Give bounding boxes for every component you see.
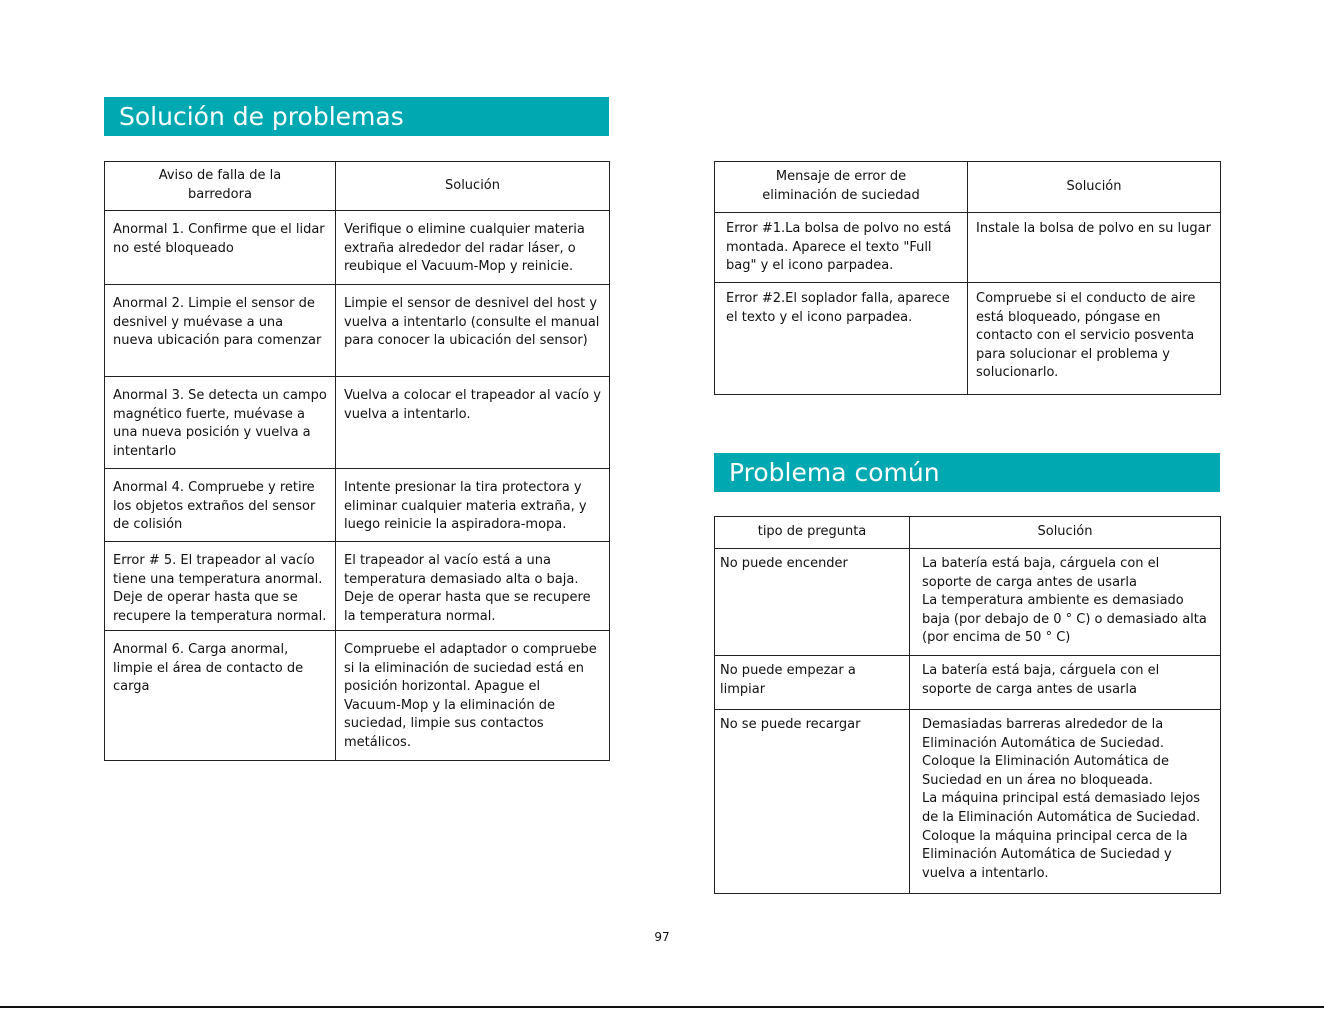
page-number: 97 xyxy=(654,930,670,944)
table-header-row xyxy=(715,162,1221,213)
problem-text: Anormal 1. Confirme que el lidar no esté bloqueado xyxy=(113,222,325,256)
problem-cell xyxy=(105,542,336,631)
table-header-row xyxy=(715,517,1221,549)
section-title-text: Problema común xyxy=(729,458,940,487)
section-title-text: Solución de problemas xyxy=(119,102,404,131)
solution-text: La batería está baja, cárguela con el soporte de carga antes de usarla La temperatura ambiente es demasiado baja (por debajo de 0 ° C) o demasiado alta (por encima de 50 ° C) xyxy=(922,556,1207,646)
table-row xyxy=(105,211,610,285)
table-row xyxy=(715,656,1221,710)
question-text: No se puede recargar xyxy=(720,717,861,732)
solution-cell xyxy=(336,631,610,761)
question-cell xyxy=(715,656,910,710)
header-text: Solución xyxy=(1037,524,1093,540)
solution-text: Compruebe el adaptador o compruebe si la eliminación de suciedad está en posición horizontal. Apague el Vacuum-Mop y la eliminación de suciedad, limpie sus contactos metálicos. xyxy=(344,642,597,750)
question-text: No puede empezar a limpiar xyxy=(720,663,856,697)
table-row xyxy=(105,285,610,377)
table-row xyxy=(715,549,1221,656)
problem-text: Anormal 4. Compruebe y retire los objetos extraños del sensor de colisión xyxy=(113,480,316,533)
section-title-troubleshooting xyxy=(104,97,609,136)
solution-text: Intente presionar la tira protectora y eliminar cualquier materia extraña, y luego reinicie la aspiradora-mopa. xyxy=(344,480,587,533)
solution-cell xyxy=(336,469,610,542)
header-cell xyxy=(715,517,910,549)
question-text: No puede encender xyxy=(720,556,848,571)
solution-text: La batería está baja, cárguela con el soporte de carga antes de usarla xyxy=(922,663,1160,697)
common-problems-table xyxy=(714,516,1221,894)
header-cell xyxy=(336,162,610,211)
solution-cell xyxy=(336,377,610,469)
header-text: Mensaje de error de eliminación de suciedad xyxy=(762,169,920,203)
problem-cell xyxy=(105,285,336,377)
solution-text: El trapeador al vacío está a una temperatura demasiado alta o baja. Deje de operar hasta que se recupere la temperatura normal. xyxy=(344,553,591,624)
problem-cell xyxy=(105,211,336,285)
problem-text: Anormal 3. Se detecta un campo magnético fuerte, muévase a una nueva posición y vuelva a intentarlo xyxy=(113,388,327,459)
solution-cell xyxy=(968,283,1221,395)
header-cell xyxy=(910,517,1221,549)
problem-text: Error #1.La bolsa de polvo no está montada. Aparece el texto "Full bag" y el icono parpadea. xyxy=(726,221,952,274)
header-cell xyxy=(968,162,1221,213)
solution-cell xyxy=(336,285,610,377)
solution-cell xyxy=(910,710,1221,894)
header-text: Solución xyxy=(444,177,500,193)
problem-text: Anormal 2. Limpie el sensor de desnivel y muévase a una nueva ubicación para comenzar xyxy=(113,296,322,349)
header-text: Solución xyxy=(1066,178,1122,194)
question-cell xyxy=(715,549,910,656)
solution-cell xyxy=(336,542,610,631)
problem-cell xyxy=(105,377,336,469)
header-text: tipo de pregunta xyxy=(757,524,867,540)
table-header-row xyxy=(105,162,610,211)
dirt-disposal-error-table xyxy=(714,161,1221,395)
solution-cell xyxy=(910,656,1221,710)
header-text: Aviso de falla de la barredora xyxy=(158,168,282,202)
solution-text: Verifique o elimine cualquier materia extraña alrededor del radar láser, o reubique el Vacuum-Mop y reinicie. xyxy=(344,222,585,275)
solution-cell xyxy=(336,211,610,285)
problem-cell xyxy=(105,631,336,761)
solution-text: Limpie el sensor de desnivel del host y vuelva a intentarlo (consulte el manual para conocer la ubicación del sensor) xyxy=(344,296,600,349)
solution-text: Demasiadas barreras alrededor de la Eliminación Automática de Suciedad. Coloque la Eliminación Automática de Suciedad en un área no bloqueada. La máquina principal está demasiado lejos de la Eliminación Automática de Suciedad. Coloque la máquina principal cerca de la Eliminación Automática de Suciedad y vuelva a intentarlo. xyxy=(922,717,1201,881)
header-cell xyxy=(105,162,336,211)
table-row xyxy=(105,542,610,631)
solution-cell xyxy=(910,549,1221,656)
bottom-divider xyxy=(0,1006,1324,1008)
table-row xyxy=(715,283,1221,395)
section-title-common-problems xyxy=(714,453,1220,492)
table-row xyxy=(105,631,610,761)
solution-text: Instale la bolsa de polvo en su lugar xyxy=(976,221,1211,236)
problem-text: Error #2.El soplador falla, aparece el texto y el icono parpadea. xyxy=(726,291,950,325)
solution-text: Compruebe si el conducto de aire está bloqueado, póngase en contacto con el servicio posventa para solucionar el problema y solucionarlo. xyxy=(976,291,1196,381)
table-row xyxy=(105,469,610,542)
troubleshooting-table xyxy=(104,161,610,761)
problem-text: Anormal 6. Carga anormal, limpie el área de contacto de carga xyxy=(113,642,304,695)
solution-text: Vuelva a colocar el trapeador al vacío y vuelva a intentarlo. xyxy=(344,388,601,422)
problem-cell xyxy=(105,469,336,542)
problem-cell xyxy=(715,213,968,283)
header-cell xyxy=(715,162,968,213)
table-row xyxy=(715,213,1221,283)
table-row xyxy=(105,377,610,469)
table-row xyxy=(715,710,1221,894)
solution-cell xyxy=(968,213,1221,283)
problem-text: Error # 5. El trapeador al vacío tiene una temperatura anormal. Deje de operar hasta que se recupere la temperatura normal. xyxy=(113,553,327,624)
question-cell xyxy=(715,710,910,894)
problem-cell xyxy=(715,283,968,395)
